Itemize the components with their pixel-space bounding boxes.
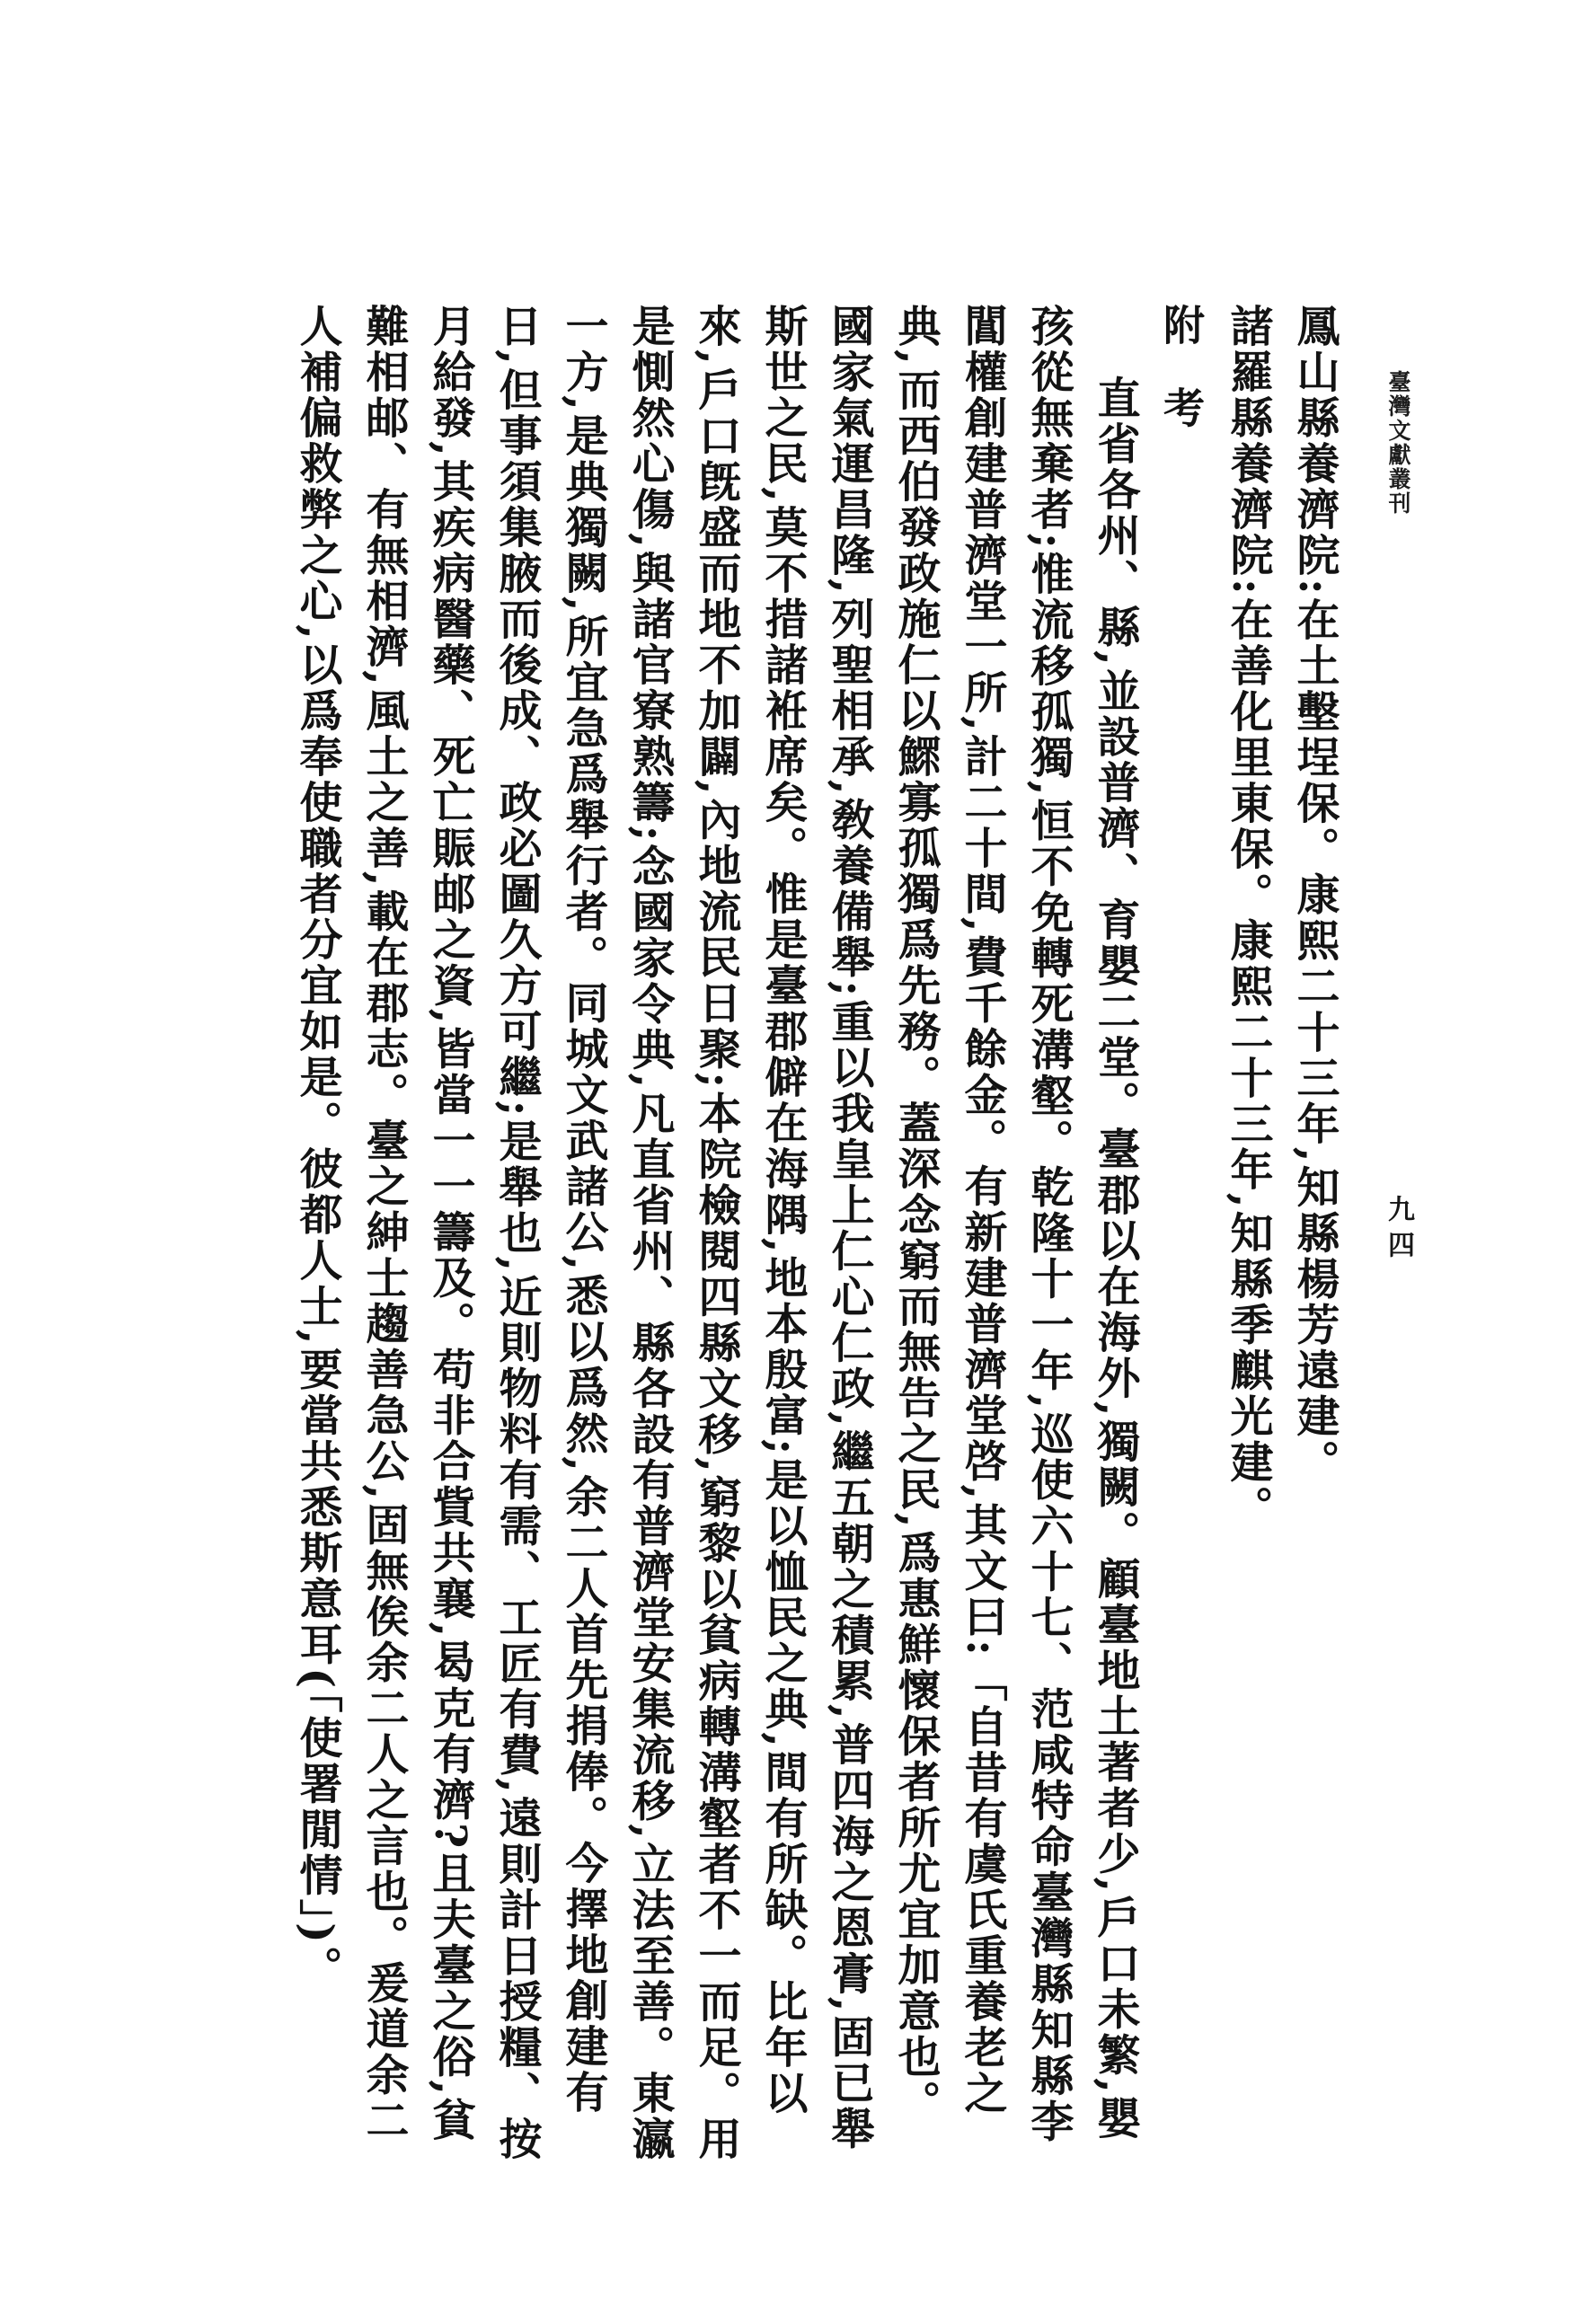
text-block — [106, 304, 1348, 2165]
page-number: 九四 — [1383, 1195, 1414, 1267]
entry-zhuluo-yangjiyuan: 諸羅縣養濟院:在善化里東保。康熙二十三年,知縣季麒光建。 — [1223, 304, 1273, 1532]
appendix-heading: 附考 — [1157, 304, 1206, 469]
entry-fengshan-yangjiyuan: 鳳山縣養濟院:在土墼埕保。康熙二十三年,知縣楊芳遠建。 — [1289, 304, 1340, 1486]
appendix-body: 直省各州、縣,並設普濟、育嬰二堂。臺郡以在海外,獨闕。顧臺地土著者少,戶口未繁,嬰孩從無棄者;惟流移孤獨,恒不免轉死溝壑。乾隆十一年,巡使六十七、范咸特命臺灣縣知縣李閶權創建普濟堂一所,計二十間,費千餘金。有新建普濟堂啓,其文曰:「自昔有虞氏重養老之典,而西伯發政施仁以鰥寡孤獨爲先務。蓋深念窮而無告之民,爲惠鮮懷保者所尤宜加意也。國家氣運昌隆,列聖相承,敎養備舉;重以我皇上仁心仁政,繼五朝之積累,普四海之恩膏,固已舉斯世之民,莫不措諸袵席矣。惟是臺郡僻在海隅,地本殷富;是以恤民之典,間有所缺。比年以來,戶口旣盛而地不加闢,內地流民日聚;本院檢閱四縣文移,窮黎以貧病轉溝壑者不一而足。用是惻然心傷,與諸官寮熟籌;念國家令典,凡直省州、縣各設有普濟堂安集流移,立法至善。東瀛一方,是典獨闕,所宜急爲舉行者。同城文武諸公,悉以爲然,余二人首先捐俸。今擇地創建有日,但事須集腋而後成、政必圖久方可繼;是舉也,近則物料有需、工匠有費,遠則計日授糧、按月給發,其疾病醫藥、死亡賑邮之資,皆當一一籌及。苟非合貲共襄,曷克有濟?且夫臺之俗,貧難相邮、有無相濟,風土之善,載在郡志。臺之紳士趨善急公,固無俟余二人之言也。爰道余二人補偏救弊之心,以爲奉使職者分宜如是。彼都人士,要當共悉斯意耳(「使署閒情」)。 — [292, 304, 1140, 2162]
series-title: 臺灣文獻叢刊 — [1385, 370, 1411, 516]
